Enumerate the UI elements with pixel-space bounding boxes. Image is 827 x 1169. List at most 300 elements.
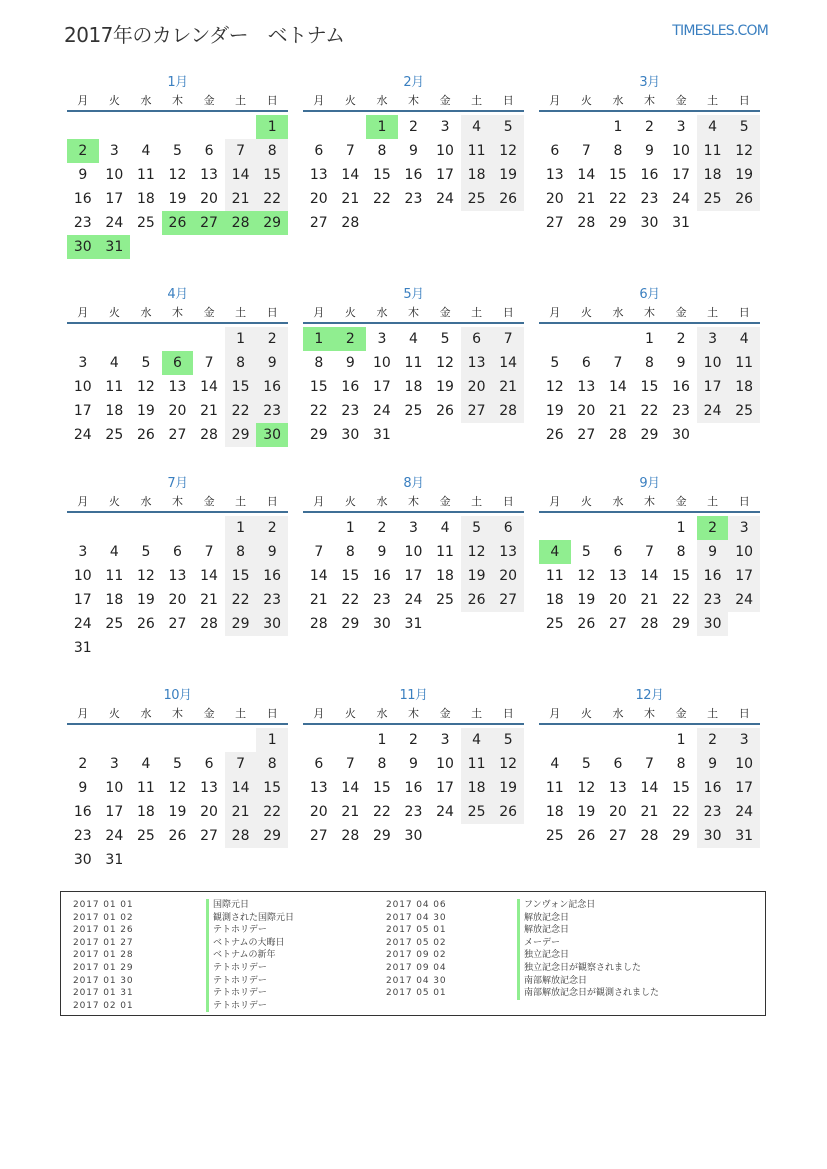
day-cell: 15 [608,167,627,183]
day-cell: 20 [608,592,627,608]
weekday-label: 木 [408,707,420,720]
weekday-label: 水 [140,495,152,508]
weekday-label: 木 [408,495,420,508]
day-cell: 31 [404,616,423,632]
day-cell: 14 [492,351,524,375]
day-cell: 8 [676,756,686,772]
day-cell: 24 [105,215,124,231]
month-title: 7月 [167,476,188,491]
empty-cell [634,728,666,752]
day-cell: 28 [577,215,596,231]
day-cell: 25 [461,187,493,211]
holiday-day-cell: 26 [162,211,194,235]
day-cell: 3 [440,732,450,748]
day-cell: 16 [73,804,92,820]
weekday-label: 木 [644,94,656,107]
weekday-label: 木 [644,707,656,720]
day-cell: 8 [256,752,288,776]
holiday-day-cell: 6 [162,351,194,375]
day-cell: 7 [645,544,654,560]
day-cell: 1 [377,732,387,748]
weekday-label: 月 [313,495,325,508]
day-cell: 12 [436,355,454,371]
day-cell: 22 [372,191,391,207]
day-cell: 23 [697,800,729,824]
month-title: 10月 [163,688,192,703]
day-grid [67,327,288,447]
day-cell: 15 [341,568,360,584]
day-cell: 25 [404,403,423,419]
day-cell: 22 [672,804,690,820]
weekday-label: 日 [738,306,750,319]
empty-cell [539,728,571,752]
day-cell: 31 [372,427,391,443]
day-cell: 17 [436,167,454,183]
month-calendar [303,475,524,636]
day-cell: 15 [372,167,391,183]
day-cell: 16 [697,776,729,800]
day-cell: 24 [436,804,454,820]
empty-cell [571,728,603,752]
day-cell: 18 [105,403,124,419]
day-cell: 18 [436,568,454,584]
day-cell: 4 [461,115,493,139]
day-cell: 29 [672,616,690,632]
day-cell: 16 [672,379,690,395]
holiday-date: 2017 05 01 [386,925,447,936]
day-cell: 25 [136,215,155,231]
month-title: 12月 [635,688,664,703]
day-cell: 12 [577,568,596,584]
weekday-header [67,92,288,112]
day-cell: 10 [105,167,124,183]
day-cell: 21 [640,804,659,820]
day-cell: 15 [640,379,659,395]
day-cell: 8 [256,139,288,163]
day-cell: 22 [608,191,627,207]
holiday-day-cell: 27 [193,211,225,235]
holiday-day-cell: 31 [99,235,131,259]
weekday-label: 水 [612,495,624,508]
day-cell: 19 [728,163,760,187]
holiday-name: フンヴォン記念日 [517,899,659,912]
day-grid [303,728,524,848]
month-title: 3月 [639,75,660,90]
day-cell: 24 [73,427,92,443]
weekday-label: 日 [502,707,514,720]
day-cell: 22 [309,403,328,419]
weekday-label: 金 [675,306,687,319]
day-cell: 7 [204,544,214,560]
weekday-header [539,304,760,324]
weekday-label: 月 [549,306,561,319]
day-grid [539,327,760,447]
empty-cell [571,327,603,351]
day-cell: 18 [461,776,493,800]
day-cell: 17 [105,804,124,820]
empty-cell [571,115,603,139]
empty-cell [539,327,571,351]
day-grid [67,728,288,872]
holiday-name: テトホリデー [206,962,294,975]
day-cell: 21 [200,592,218,608]
day-cell: 13 [608,780,627,796]
day-cell: 17 [73,403,92,419]
day-cell: 25 [545,828,564,844]
day-cell: 30 [73,852,92,868]
day-cell: 22 [225,588,257,612]
month-title: 6月 [639,287,660,302]
month-title: 11月 [399,688,428,703]
weekday-label: 金 [439,94,451,107]
month-title: 8月 [403,476,424,491]
holiday-date: 2017 01 01 [73,900,134,910]
weekday-label: 月 [77,495,89,508]
day-cell: 5 [141,544,151,560]
day-cell: 18 [136,804,155,820]
holiday-day-cell: 2 [697,516,729,540]
day-cell: 31 [73,640,92,656]
day-cell: 2 [409,732,418,748]
day-cell: 9 [256,351,288,375]
day-cell: 11 [545,780,564,796]
day-cell: 25 [545,616,564,632]
weekday-header [539,705,760,725]
day-cell: 30 [697,824,729,848]
day-cell: 8 [676,544,686,560]
day-cell: 2 [256,327,288,351]
day-cell: 23 [372,592,391,608]
day-cell: 21 [492,375,524,399]
day-cell: 3 [440,119,450,135]
day-cell: 20 [492,564,524,588]
weekday-label: 月 [313,707,325,720]
weekday-label: 火 [344,495,356,508]
day-cell: 3 [697,327,729,351]
day-cell: 5 [141,355,151,371]
day-cell: 3 [109,143,119,159]
day-cell: 28 [225,824,257,848]
day-cell: 11 [105,568,124,584]
empty-cell [67,516,99,540]
day-cell: 21 [341,191,360,207]
day-cell: 14 [640,568,659,584]
weekday-label: 火 [580,94,592,107]
day-cell: 18 [461,163,493,187]
holiday-name: 解放記念日 [517,924,659,937]
day-cell: 6 [613,756,623,772]
holiday-name: ベトナムの大晦日 [206,937,294,950]
month-calendar [303,687,524,848]
day-cell: 19 [136,403,155,419]
day-cell: 24 [372,403,391,419]
day-cell: 10 [436,143,454,159]
day-cell: 25 [728,399,760,423]
day-cell: 31 [105,852,124,868]
holiday-day-cell: 1 [256,115,288,139]
holiday-date: 2017 04 30 [386,975,447,986]
day-cell: 5 [728,115,760,139]
empty-cell [67,327,99,351]
day-cell: 8 [613,143,623,159]
day-cell: 5 [461,516,493,540]
day-cell: 2 [409,119,418,135]
month-title: 4月 [167,287,188,302]
day-cell: 24 [73,616,92,632]
day-cell: 17 [672,167,690,183]
empty-cell [303,115,335,139]
day-cell: 9 [256,540,288,564]
day-cell: 7 [492,327,524,351]
day-cell: 15 [309,379,328,395]
day-cell: 29 [256,824,288,848]
day-cell: 16 [697,564,729,588]
day-cell: 11 [545,568,564,584]
day-cell: 15 [256,163,288,187]
day-grid [303,516,524,636]
day-grid [539,728,760,848]
empty-cell [99,115,131,139]
empty-cell [130,516,162,540]
day-cell: 16 [256,375,288,399]
day-cell: 9 [345,355,355,371]
weekday-label: 木 [644,495,656,508]
weekday-label: 金 [439,306,451,319]
day-cell: 23 [73,828,92,844]
empty-cell [99,516,131,540]
day-cell: 13 [492,540,524,564]
day-cell: 9 [676,355,686,371]
holiday-date: 2017 04 30 [386,912,447,923]
day-cell: 7 [314,544,324,560]
weekday-header [67,304,288,324]
day-cell: 5 [492,115,524,139]
day-cell: 21 [225,800,257,824]
weekday-label: 月 [549,495,561,508]
day-cell: 18 [545,592,564,608]
day-cell: 12 [492,752,524,776]
day-cell: 5 [581,544,591,560]
empty-cell [335,115,367,139]
weekday-label: 火 [108,495,120,508]
holiday-names-left [206,899,294,1012]
weekday-label: 土 [471,495,483,508]
day-cell: 16 [73,191,92,207]
day-cell: 21 [225,187,257,211]
day-cell: 8 [225,540,257,564]
day-cell: 21 [341,804,360,820]
day-cell: 2 [697,728,729,752]
day-cell: 27 [309,828,328,844]
weekday-label: 木 [408,94,420,107]
day-cell: 7 [613,355,623,371]
day-cell: 14 [225,163,257,187]
day-cell: 23 [73,215,92,231]
day-cell: 18 [404,379,423,395]
weekday-label: 土 [707,495,719,508]
month-calendar [67,74,288,259]
day-cell: 30 [404,828,423,844]
day-cell: 3 [676,119,686,135]
day-cell: 26 [136,616,155,632]
day-cell: 9 [377,544,387,560]
empty-cell [602,728,634,752]
day-cell: 8 [645,355,654,371]
day-cell: 29 [672,828,690,844]
day-cell: 17 [404,568,423,584]
empty-cell [335,728,367,752]
day-cell: 9 [697,752,729,776]
holiday-date: 2017 01 26 [73,925,134,936]
day-cell: 3 [409,520,418,536]
holiday-date: 2017 01 30 [73,975,134,986]
day-cell: 24 [697,399,729,423]
day-cell: 30 [341,427,360,443]
day-cell: 7 [645,756,654,772]
day-cell: 26 [577,616,596,632]
day-cell: 6 [204,143,214,159]
day-cell: 16 [256,564,288,588]
holiday-list [60,891,766,1016]
day-cell: 13 [168,568,187,584]
day-cell: 19 [168,191,187,207]
day-cell: 22 [672,592,690,608]
weekday-label: 月 [313,94,325,107]
weekday-label: 水 [376,707,388,720]
day-cell: 15 [672,780,690,796]
day-cell: 7 [345,756,355,772]
day-cell: 14 [640,780,659,796]
day-cell: 14 [577,167,596,183]
day-cell: 30 [640,215,659,231]
day-cell: 26 [728,187,760,211]
weekday-header [67,705,288,725]
brand-logo[interactable]: TIMESLES.COM [672,23,768,39]
day-cell: 26 [492,800,524,824]
day-cell: 27 [200,828,218,844]
day-cell: 10 [372,355,391,371]
weekday-label: 土 [707,306,719,319]
weekday-label: 木 [172,495,184,508]
weekday-label: 土 [235,707,247,720]
day-cell: 21 [200,403,218,419]
empty-cell [99,327,131,351]
day-cell: 5 [173,143,182,159]
day-cell: 4 [409,331,418,347]
weekday-label: 火 [108,94,120,107]
day-cell: 6 [314,756,324,772]
day-cell: 18 [136,191,155,207]
holiday-day-cell: 30 [67,235,99,259]
weekday-label: 日 [266,495,278,508]
day-cell: 20 [577,403,596,419]
day-cell: 16 [640,167,659,183]
empty-cell [303,516,335,540]
day-cell: 12 [168,167,187,183]
day-cell: 12 [577,780,596,796]
weekday-label: 木 [408,306,420,319]
empty-cell [162,327,194,351]
day-cell: 29 [341,616,360,632]
day-cell: 22 [341,592,360,608]
day-cell: 24 [672,191,690,207]
holiday-name: テトホリデー [206,1000,294,1013]
day-cell: 5 [173,756,182,772]
day-cell: 26 [577,828,596,844]
weekday-label: 金 [439,495,451,508]
weekday-label: 火 [108,707,120,720]
empty-cell [602,516,634,540]
day-cell: 27 [309,215,328,231]
weekday-header [67,493,288,513]
day-cell: 7 [204,355,214,371]
day-cell: 1 [613,119,623,135]
holiday-date: 2017 05 02 [386,937,447,948]
empty-cell [539,115,571,139]
month-title: 2月 [403,75,424,90]
day-cell: 19 [577,804,596,820]
day-cell: 25 [697,187,729,211]
day-cell: 27 [461,399,493,423]
day-cell: 27 [168,616,187,632]
holiday-date: 2017 01 02 [73,912,134,923]
day-cell: 19 [436,379,454,395]
day-cell: 13 [608,568,627,584]
empty-cell [67,115,99,139]
day-cell: 14 [608,379,627,395]
day-cell: 25 [105,427,124,443]
day-cell: 23 [256,399,288,423]
holiday-date: 2017 04 06 [386,900,447,910]
day-cell: 28 [341,828,360,844]
day-cell: 11 [436,544,454,560]
weekday-label: 土 [471,94,483,107]
day-cell: 12 [136,379,155,395]
day-cell: 6 [492,516,524,540]
day-cell: 4 [440,520,450,536]
weekday-label: 水 [612,94,624,107]
month-calendar [539,74,760,235]
month-calendar [67,286,288,447]
day-cell: 5 [440,331,450,347]
day-cell: 13 [545,167,564,183]
day-cell: 10 [436,756,454,772]
weekday-label: 金 [203,94,215,107]
day-cell: 9 [409,143,418,159]
holiday-name: 観測された国際元日 [206,912,294,925]
day-cell: 28 [309,616,328,632]
day-cell: 19 [168,804,187,820]
holiday-name: 南部解放記念日が観測されました [517,987,659,1000]
weekday-label: 土 [707,707,719,720]
day-cell: 9 [78,167,88,183]
day-cell: 23 [256,588,288,612]
day-cell: 6 [461,327,493,351]
day-cell: 4 [550,756,560,772]
empty-cell [99,728,131,752]
holiday-name: 独立記念日が観察されました [517,962,659,975]
day-cell: 24 [728,800,760,824]
empty-cell [162,728,194,752]
weekday-header [539,493,760,513]
day-cell: 26 [136,427,155,443]
weekday-label: 日 [266,94,278,107]
day-cell: 5 [550,355,560,371]
day-cell: 17 [697,375,729,399]
day-cell: 22 [225,399,257,423]
day-cell: 15 [256,776,288,800]
day-cell: 15 [225,375,257,399]
